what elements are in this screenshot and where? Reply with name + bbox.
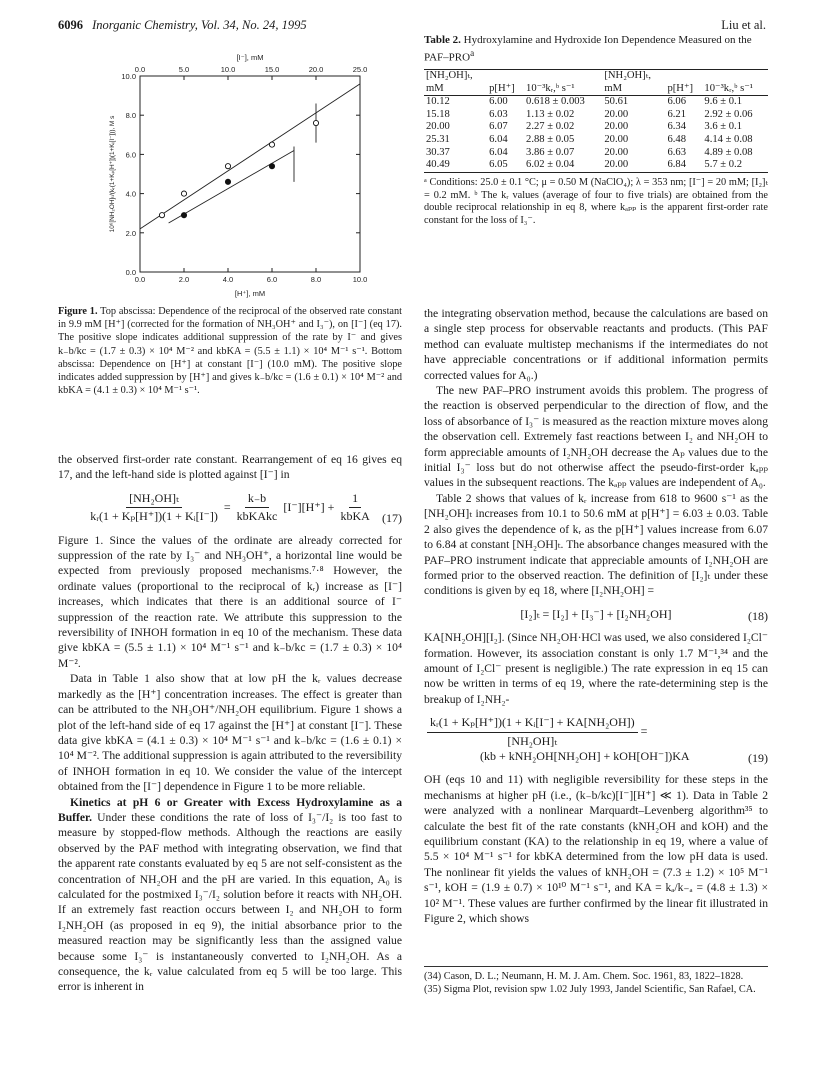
table-cell: 5.7 ± 0.2 — [702, 159, 768, 172]
table-row — [424, 96, 768, 109]
eq19-den: [NH₂OH]ₜ — [507, 733, 558, 748]
paragraph — [58, 795, 402, 995]
table-cell: 6.02 ± 0.04 — [524, 159, 602, 172]
table-cell: 20.00 — [602, 159, 665, 172]
eq18-number: (18) — [748, 608, 768, 623]
table-cell: 6.07 — [489, 121, 508, 133]
table-cell: 20.00 — [604, 121, 629, 133]
y-tick-label: 2.0 — [125, 228, 136, 238]
figure-1-caption — [58, 305, 402, 397]
table-cell: 25.31 — [426, 134, 450, 146]
x2-tick-label: 15.0 — [264, 65, 280, 74]
x2-tick-label: 20.0 — [308, 65, 324, 74]
table-header-cell: 10⁻³kᵣ,ᵇ s⁻¹ — [702, 83, 768, 96]
paragraph: the observed first-order rate constant. Rearrangement of eq 16 gives eq 17, and the left-hand side is plotted against [I⁻] in — [58, 453, 402, 482]
paragraph: OH (eqs 10 and 11) with negligible reversibility for these steps in the mechanisms at higher pH (i.e., (k₋b/kc)[I⁻][H⁺] ≪ 1). Data in Table 2 were analyzed with a nonlinear Marquardt–Levenberg algorithm³⁵ to calculate the best fit of the rate constants (kNH₂OH and kOH) and the equilibrium constant (KA) to the relationship in eq 19, where a value of 5.5 × 10⁴ M⁻¹ s⁻¹ for kbKA determined from the low pH data is used. The nonlinear fit yields the values of kNH₂OH = (7.3 ± 1.2) × 10⁵ M⁻¹ s⁻¹, kOH = (1.9 ± 0.7) × 10¹⁰ M⁻¹ s⁻¹, and KA = kₐ/k₋ₐ = (4.8 ± 1.3) × 10² M⁻¹. These values are further confirmed by the linear fit illustrated in Figure 2, which shows — [424, 773, 768, 926]
table-cell: 2.27 ± 0.02 — [526, 121, 575, 133]
x-tick-label: 4.0 — [222, 275, 234, 284]
table-cell: 9.6 ± 0.1 — [704, 96, 743, 108]
references — [424, 966, 768, 997]
table-header-cell: p[H⁺] — [487, 83, 524, 96]
table-header-cell — [702, 70, 768, 83]
eq19-rhs: (kb + kNH₂OH[NH₂OH] + kOH[OH⁻])KA — [480, 748, 690, 763]
eq17-lhs — [87, 491, 221, 525]
table-cell: 20.00 — [426, 121, 450, 133]
table-caption-label: Table 2. — [424, 34, 461, 46]
left-column — [58, 452, 402, 995]
x-tick-label: 10.0 — [352, 275, 368, 284]
table-header-cell: [NH₂OH]ₜ, — [424, 70, 487, 83]
top-axis-label: [I⁻], mM — [236, 53, 264, 62]
table-cell: 6.84 — [665, 159, 702, 172]
table-cell: 2.88 ± 0.05 — [526, 134, 575, 146]
reference-34: (34) Cason, D. L.; Neumann, H. M. J. Am. Chem. Soc. 1961, 83, 1822–1828. — [424, 971, 744, 982]
table-cell: 6.00 — [489, 96, 508, 108]
table-row — [424, 134, 768, 147]
eq19-line1 — [424, 715, 647, 749]
table-cell: 6.63 — [667, 146, 687, 158]
data-point-open — [269, 142, 274, 147]
eq19-number: (19) — [748, 750, 768, 765]
table-header-cell: mM — [424, 83, 487, 96]
table-cell: 20.00 — [604, 108, 629, 120]
y-tick-label: 8.0 — [125, 111, 136, 121]
eq19-equals: = — [640, 724, 648, 739]
equation-17: $\frac{\text{[NH₂OH]ₜ}}{\text{kᵣ(1 + Kₚ[H⁺])(1 + Kᵢ[I⁻])}}$ = $\frac{k_-b}{\text{kbKAkc}}$ [I⁻][H⁺] + $\frac{1}{\text{kbKA}}$ (17) — [58, 491, 402, 525]
y-axis-label: 10⁶[NH₂OH]ₜ/(kᵣ(1+Kₚ[H⁺])(1+Kᵢ[I⁻])), M s — [109, 115, 116, 233]
table-cell: 4.14 ± 0.08 — [704, 134, 753, 146]
paragraph: The new PAF–PRO instrument avoids this problem. The progress of the reaction is observed perpendicular to the direction of flow, and the loss of absorbance of I₃⁻ is measured as the reaction mixture moves along the observation cell. Extremely fast reactions between I₂ and NH₂OH to form appreciable amounts of I₂NH₂OH decrease the Aₚ values due to the initial I₃⁻ loss but do not otherwise affect the pseudo-first-order kₐₚₚ values in the subsequent reactions. The kₐₚₚ values are independent of A₀. — [424, 384, 768, 490]
table-cell: 20.00 — [604, 134, 629, 146]
eq17-r1 — [234, 491, 281, 525]
equation-19 — [424, 715, 768, 764]
table-cell: 6.04 — [489, 134, 508, 146]
table-header-cell — [524, 70, 602, 83]
eq17-mid: [I⁻][H⁺] + — [283, 500, 335, 515]
x2-tick-label: 0.0 — [134, 65, 146, 74]
figure-1 — [82, 34, 382, 302]
table-cell: 4.89 ± 0.08 — [704, 146, 753, 158]
table-cell: 3.86 ± 0.07 — [526, 146, 575, 158]
table-header-cell: mM — [602, 83, 665, 96]
paragraph: Table 2 shows that values of kᵣ increase from 618 to 9600 s⁻¹ as the [NH₂OH]ₜ increases from 10.1 to 50.6 mM at p[H⁺] = 6.03 ± 0.03. Table 2 also gives the dependence of kᵣ as the p[H⁺] values increase from 6.07 to 6.84 at constant [NH₂OH]ₜ. The absorbance changes measured with the PAF–PRO instrument indicate that appreciable amounts of I₂NH₂OH are formed prior to the observed reaction. The definition of [I₂]ₜ under these conditions is given by eq 18, where [I₂NH₂OH] = — [424, 491, 768, 598]
fit-line — [169, 150, 294, 223]
eq17-r1-num: k₋b — [245, 491, 269, 508]
table-row — [424, 109, 768, 122]
table-header-cell — [665, 70, 702, 83]
page-number: 6096 — [58, 18, 83, 32]
table-caption-text: Hydroxylamine and Hydroxide Ion Dependence Measured on the PAF–PRO — [424, 34, 752, 65]
eq17-number: (17) — [382, 511, 402, 526]
figure-caption-text: Top abscissa: Dependence of the reciprocal of the observed rate constant in 9.9 mM [H⁺] (corrected for the formation of NH₃OH⁺ and I₃⁻), on [I⁻] (eq 17). The positive slope indicates additional suppression of the rate by I⁻ and gives k₋b/kc = (1.7 ± 0.3) × 10⁴ M⁻² and kbKA = (5.5 ± 1.1) × 10⁴ M⁻¹ s⁻¹. Bottom abscissa: Dependence on [H⁺] at constant [I⁻] (10.0 mM). The positive slope indicates added suppression by [H⁺] and gives k₋b/kc = (1.6 ± 0.1) × 10⁴ M⁻² and kbKA = (4.1 ± 0.3) × 10⁴ M⁻¹ s⁻¹. — [58, 306, 403, 397]
table-cell: 30.37 — [426, 146, 450, 158]
eq17-lhs-num: [NH₂OH]ₜ — [126, 491, 182, 508]
x2-tick-label: 10.0 — [220, 65, 236, 74]
section-heading: Kinetics at pH 6 or Greater with Excess Hydroxylamine as a Buffer. — [58, 795, 402, 824]
table-2 — [424, 34, 768, 228]
y-tick-label: 4.0 — [125, 189, 136, 199]
data-point-filled — [181, 213, 186, 218]
bottom-axis-label: [H⁺], mM — [234, 289, 266, 298]
x-tick-label: 0.0 — [134, 275, 146, 284]
eq19-frac — [427, 715, 638, 749]
table-footnote: ᵃ Conditions: 25.0 ± 0.1 °C; μ = 0.50 M (NaClO₄); λ = 353 nm; [I⁻] = 20 mM; [I₂]ₜ = 0.2 mM. ᵇ The kᵣ values (average of four to five trials) are obtained from the double reciprocal relationship in eq 8, where kₐₚₚ is the apparent first-order rate constant for the loss of I₃⁻. — [424, 176, 768, 227]
figure-1-chart — [82, 34, 382, 302]
table-cell: 6.21 — [667, 108, 687, 120]
table-cell: 3.6 ± 0.1 — [704, 121, 743, 133]
data-point-open — [159, 213, 164, 218]
table-cell: 6.03 — [489, 108, 508, 120]
eq17-r2 — [337, 491, 372, 525]
table-header-cell: 10⁻³kᵣ,ᵇ s⁻¹ — [524, 83, 602, 96]
data-point-filled — [225, 179, 230, 184]
table-cell: 50.61 — [604, 96, 629, 108]
eq17-r2-num: 1 — [349, 491, 361, 508]
data-point-filled — [269, 164, 274, 169]
table-cell: 6.05 — [487, 159, 524, 172]
running-authors: Liu et al. — [721, 18, 766, 32]
table-row — [424, 121, 768, 134]
table-cell: 6.04 — [489, 146, 508, 158]
table-cell: 40.49 — [424, 159, 487, 172]
y-tick-label: 0.0 — [125, 268, 136, 277]
y-tick-label: 10.0 — [121, 72, 136, 81]
table-row — [424, 147, 768, 160]
data-point-open — [181, 191, 186, 196]
x2-tick-label: 5.0 — [178, 65, 190, 74]
table-header-cell — [487, 70, 524, 83]
table-cell: 6.34 — [667, 121, 687, 133]
eq19-num: kᵣ(1 + Kₚ[H⁺])(1 + Kᵢ[I⁻] + KA[NH₂OH]) — [427, 715, 638, 732]
paragraph: Data in Table 1 also show that at low pH the kᵣ values decrease markedly as the [H⁺] concentration increases. The effect is greater than can be attributed to the NH₃OH⁺/NH₂OH equilibrium. Figure 1 shows a plot of the left-hand side of eq 17 against the [H⁺] at constant [I⁻]. These data give kbKA = (4.1 ± 0.3) × 10⁴ M⁻¹ s⁻¹ and k₋b/kc = (1.6 ± 0.1) × 10⁴ M⁻². The additional suppression is again attributed to the reversibility of INHOH formation in eq 10. We consider the value of the intercept obtained from the [I⁻] dependence in Figure 1 to be more reliable. — [58, 672, 402, 794]
running-header — [58, 18, 766, 33]
fit-line — [140, 84, 360, 229]
eq19-line2 — [424, 749, 690, 764]
y-tick-label: 6.0 — [125, 150, 136, 160]
reference-35: (35) Sigma Plot, revision spw 1.02 July 1993, Jandel Scientific, San Rafael, CA. — [424, 983, 756, 995]
data-table — [424, 69, 768, 172]
figure-caption-label: Figure 1. — [58, 306, 98, 317]
table-header-cell: [NH₂OH]ₜ, — [602, 70, 665, 83]
journal-name: Inorganic Chemistry, Vol. 34, No. 24, 1995 — [92, 18, 307, 32]
x-tick-label: 6.0 — [266, 275, 278, 284]
paragraph: Figure 1. Since the values of the ordinate are already corrected for suppression of the rate by I₃⁻ and NH₃OH⁺, a horizontal line would be expected from previously proposed mechanisms.⁷·⁸ However, the ordinate values (proportional to the reciprocal of kᵣ) increase as [I⁻] increases, which indicates that there is an additional source of I⁻ suppression of the reaction rate. We attribute this suppression to the reversibility of INHOH formation in eq 10 of the mechanism. These data give kbKA = (5.5 ± 1.1) × 10⁴ M⁻¹ s⁻¹ and k₋b/kc = (1.7 ± 0.3) × 10⁴ M⁻². — [58, 533, 402, 670]
paragraph: KA[NH₂OH][I₂]. (Since NH₂OH·HCl was used, we also considered I₂Cl⁻ formation. However, its association constant is only 1.7 M⁻¹,³⁴ and the amount of I₂Cl⁻ present is negligible.) The rate expression in eq 15 can now be written in terms of eq 19, where the rate-determining step is the breakup of I₂NH₂- — [424, 631, 768, 706]
table-cell: 15.18 — [426, 108, 450, 120]
eq17-lhs-den: kᵣ(1 + Kₚ[H⁺])(1 + Kᵢ[I⁻]) — [90, 509, 218, 524]
table-cell: 10.12 — [426, 96, 450, 108]
table-cell: 1.13 ± 0.02 — [526, 108, 575, 120]
paragraph-text: Under these conditions the rate of loss of I₃⁻/I₂ is too fast to measure by stopped-flow methods. Although the reactions are easily observed by the PAF method with integrating observation, we find that the apparent rate constants evaluated by eq 5 are not self-consistent as the concentration of NH₂OH and the pH are varied. In this equation, A₀ is calculated for the postmixed I₃⁻/I₂ solution before it reacts with NH₂OH. If an extremely fast reaction occurs between I₂ and NH₂OH to form I₂NH₂OH (as proposed in eq 9), the initial absorbance prior to the measured reaction may be significantly less than the assigned value because some I₃⁻ is instantaneously converted to I₂NH₂OH. As a consequence, the kᵣ value calculated from eq 5 will be too large. This error is inherent in — [58, 810, 402, 994]
right-column — [424, 306, 768, 926]
paragraph: the integrating observation method, because the calculations are based on a single step process for observable reactants and products. (This PAF method can evaluate multistep mechanisms if the intermediates do not have appreciable concentrations or if additional information permits corrected values for A₀.) — [424, 307, 768, 382]
table-caption-sup: a — [470, 48, 475, 59]
x-tick-label: 8.0 — [310, 275, 322, 284]
eq17-r2-den: kbKA — [340, 509, 370, 524]
data-point-open — [313, 120, 318, 125]
eq18-body: [I₂]ₜ = [I₂] + [I₃⁻] + [I₂NH₂OH] — [520, 606, 672, 621]
table-caption — [424, 34, 768, 65]
equation-18 — [424, 607, 768, 622]
eq17-r1-den: kbKAkc — [236, 509, 278, 524]
x2-tick-label: 25.0 — [352, 65, 368, 74]
x-tick-label: 2.0 — [178, 275, 190, 284]
table-row — [424, 159, 768, 172]
table-cell: 6.06 — [667, 96, 687, 108]
table-cell: 6.48 — [667, 134, 687, 146]
table-cell: 0.618 ± 0.003 — [526, 96, 585, 108]
table-header-cell: p[H⁺] — [665, 83, 702, 96]
data-point-open — [225, 164, 230, 169]
table-cell: 2.92 ± 0.06 — [704, 108, 753, 120]
table-cell: 20.00 — [604, 146, 629, 158]
